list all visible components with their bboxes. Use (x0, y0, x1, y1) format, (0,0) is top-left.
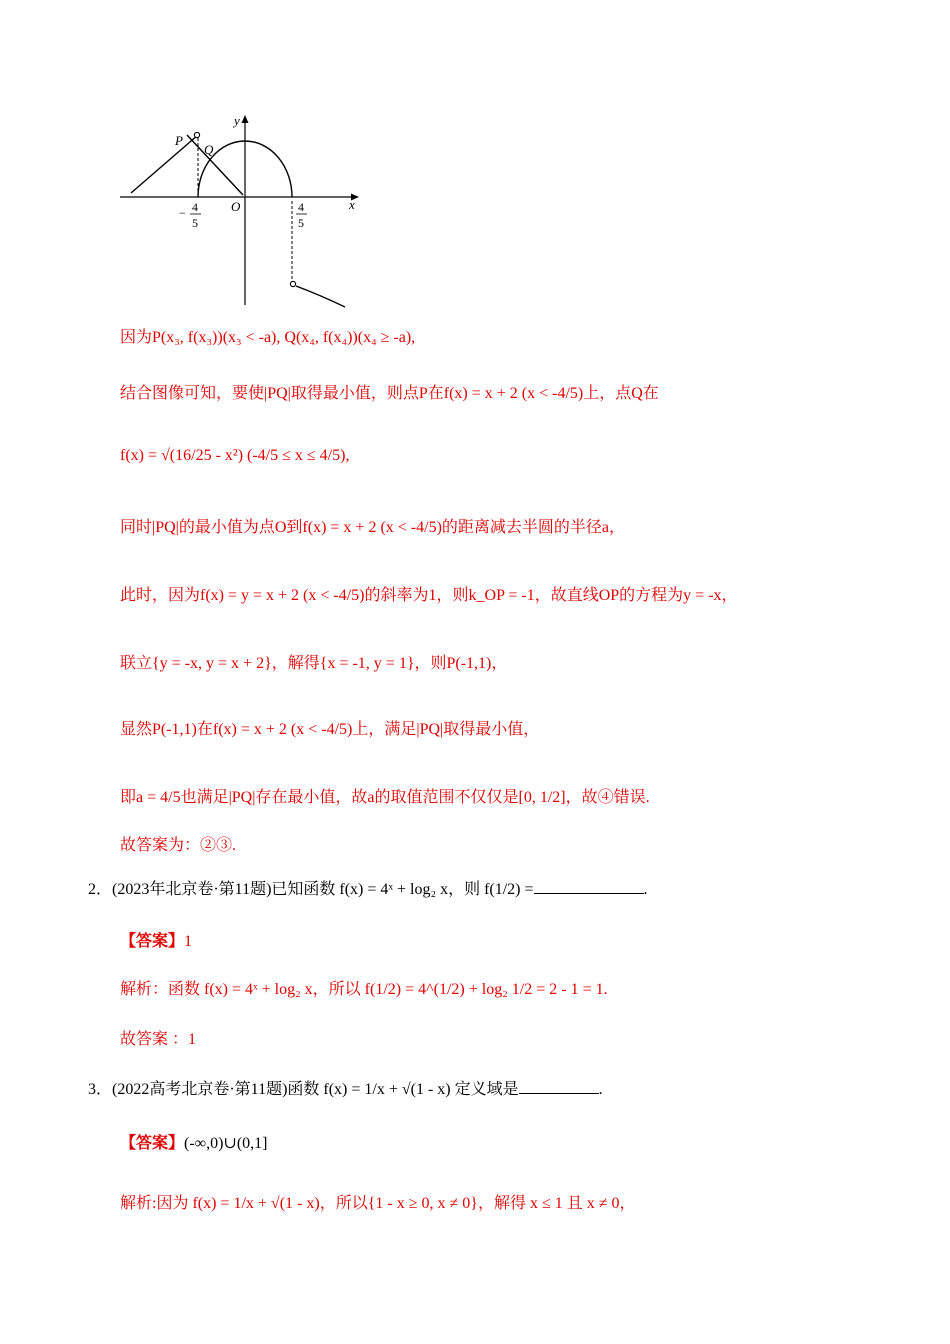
solution-line-7: 显然P(-1,1)在f(x) = x + 2 (x < -4/5)上，满足|PQ|取得最小值， (120, 721, 540, 738)
question-3-stem (88, 1076, 603, 1099)
point-p-label: P (175, 133, 183, 148)
question-2-conclusion: 故答案 ：1 (120, 1031, 197, 1048)
question-2-answer (120, 928, 192, 951)
question-3-answer (120, 1130, 267, 1153)
question-3-tail: . (598, 1081, 603, 1098)
solution-line-9: 故答案为：②③. (120, 837, 237, 854)
solution-line-2: 结合图像可知，要使|PQ|取得最小值，则点P在f(x) = x + 2 (x < -4/5)上，点Q在 (120, 385, 659, 402)
answer-value-2: 1 (184, 933, 193, 950)
question-3-analysis: 解析:因为 f(x) = 1/x + √(1 - x)，所以{1 - x ≥ 0, x ≠ 0}，解得 x ≤ 1 且 x ≠ 0， (120, 1195, 636, 1212)
point-q-label: Q (204, 142, 214, 157)
question-2-text: 2．(2023年北京卷·第11题)已知函数 f(x) = 4ˣ + log₂ x，则 f(1/2) = (88, 881, 534, 898)
solution-line-4: 同时|PQ|的最小值为点O到f(x) = x + 2 (x < -4/5)的距离减去半圆的半径a， (120, 519, 626, 536)
neg-tick-sign: − (179, 206, 186, 220)
answer-blank-3 (519, 1079, 599, 1094)
line-segment-to-origin (187, 135, 243, 195)
question-3-text: 3．(2022高考北京卷·第11题)函数 f(x) = 1/x + √(1 - x) 定义域是 (88, 1081, 519, 1098)
lower-curve (296, 286, 345, 307)
answer-tag-3: 【答案】 (120, 1135, 185, 1152)
answer-blank-2 (534, 879, 644, 894)
question-2-tail: . (643, 881, 648, 898)
x-axis-label: x (349, 197, 355, 212)
solution-line-5: 此时，因为f(x) = y = x + 2 (x < -4/5)的斜率为1，则k_OP = -1，故直线OP的方程为y = -x， (120, 587, 738, 604)
solution-line-8: 即a = 4/5也满足|PQ|存在最小值，故a的取值范围不仅仅是[0, 1/2]，故④错误. (120, 789, 650, 806)
y-axis-arrow-icon (242, 115, 249, 123)
function-graph-figure (115, 105, 375, 310)
line-segment-left (131, 135, 198, 193)
solution-line-6: 联立{y = -x, y = x + 2}，解得{x = -1, y = 1}，则P(-1,1)， (120, 655, 508, 672)
origin-label: O (231, 199, 241, 214)
question-2-stem (88, 876, 648, 899)
pos-tick-den: 5 (298, 216, 304, 230)
neg-tick-num: 4 (192, 200, 198, 214)
open-point-lower (290, 281, 295, 286)
solution-line-1: 因为P(x₃, f(x₃))(x₃ < -a), Q(x₄, f(x₄))(x₄ ≥ -a), (120, 329, 416, 346)
answer-value-3: (-∞,0)∪(0,1] (184, 1135, 268, 1152)
question-2-analysis: 解析：函数 f(x) = 4ˣ + log₂ x，所以 f(1/2) = 4^(1/2) + log₂ 1/2 = 2 - 1 = 1. (120, 981, 608, 998)
open-point-p (194, 132, 199, 137)
solution-line-3: f(x) = √(16/25 - x²) (-4/5 ≤ x ≤ 4/5), (120, 447, 350, 464)
answer-tag-2: 【答案】 (120, 933, 185, 950)
y-axis-label: y (234, 113, 240, 128)
pos-tick-num: 4 (298, 200, 304, 214)
neg-tick-den: 5 (192, 216, 198, 230)
